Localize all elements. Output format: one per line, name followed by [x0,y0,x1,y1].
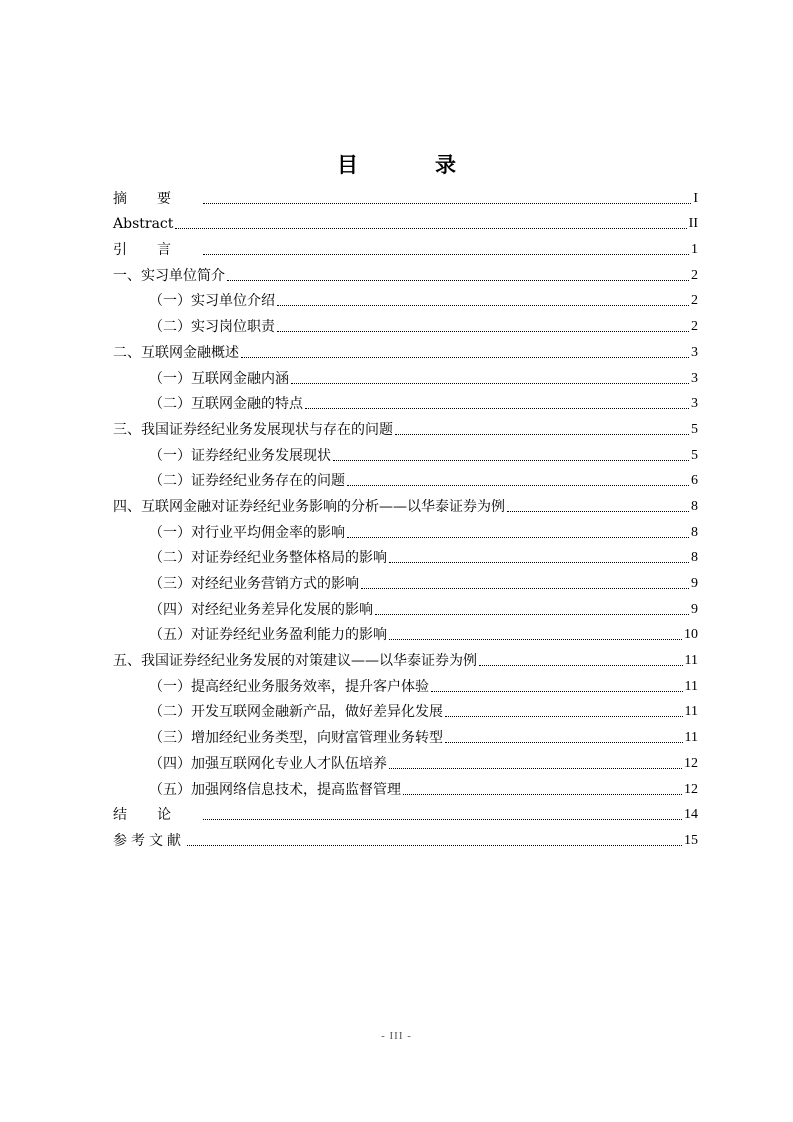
toc-entry-page-number: 11 [684,678,698,694]
dot-leader [479,665,683,666]
toc-entry-title: 引言 [113,242,201,259]
dot-leader [389,562,689,563]
page-title: 目 录 [337,153,484,177]
toc-entry-page-number: 9 [691,576,698,591]
toc-entry-title: Abstract [113,216,174,233]
dot-leader [203,203,691,204]
dot-leader [291,383,689,384]
toc-entry-page-number: 15 [684,832,698,848]
toc-entry-page-number: I [693,190,698,206]
toc-entry-title: （二）实习岗位职责 [149,319,275,336]
toc-entry-page-number: 10 [684,627,698,643]
toc-entry[interactable] [113,490,698,516]
toc-entry[interactable] [113,388,698,414]
dot-leader [305,408,689,409]
toc-entry-page-number: 11 [684,730,698,746]
toc-entry[interactable] [113,773,698,799]
toc-entry-page-number: 11 [684,653,698,669]
dot-leader [187,845,682,846]
toc-entry-title: 四、互联网金融对证券经纪业务影响的分析——以华泰证券为例 [113,498,505,515]
toc-entry-title: （二）开发互联网金融新产品，做好差异化发展 [149,704,443,721]
toc-entry-title: （五）对证券经纪业务盈利能力的影响 [149,627,387,644]
toc-entry-page-number: 3 [691,396,698,412]
toc-entry[interactable] [113,233,698,259]
table-of-contents [113,182,698,850]
toc-entry-page-number: 8 [691,498,698,514]
toc-entry-title: 二、互联网金融概述 [113,344,239,361]
toc-entry-title: （五）加强网络信息技术，提高监督管理 [149,781,401,798]
toc-entry-page-number: 3 [691,344,698,360]
toc-entry[interactable] [113,747,698,773]
toc-entry-page-number: 9 [691,601,698,617]
toc-entry-title: （一）实习单位介绍 [149,293,275,310]
dot-leader [361,588,689,589]
toc-entry[interactable] [113,465,698,491]
dot-leader [395,434,689,435]
toc-entry-title: 结论 [113,807,201,824]
toc-entry-title: （一）对行业平均佣金率的影响 [149,524,345,541]
toc-entry-title: （一）证券经纪业务发展现状 [149,447,331,464]
toc-entry[interactable] [113,644,698,670]
toc-entry[interactable] [113,721,698,747]
toc-entry-title: （三）对经纪业务营销方式的影响 [149,576,359,592]
dot-leader [431,691,683,692]
toc-entry-page-number: 11 [684,704,698,720]
dot-leader [347,537,689,538]
toc-entry-title: （一）互联网金融内涵 [149,370,289,387]
dot-leader [445,716,683,717]
toc-entry-title: 三、我国证券经纪业务发展现状与存在的问题 [113,421,393,438]
toc-entry[interactable] [113,619,698,645]
toc-entry[interactable] [113,696,698,722]
dot-leader [507,511,689,512]
toc-entry-title: （一）提高经纪业务服务效率，提升客户体验 [149,678,429,695]
toc-entry[interactable] [113,259,698,285]
toc-entry-page-number: 6 [691,473,698,489]
toc-entry-page-number: 5 [691,447,698,463]
toc-entry[interactable] [113,182,698,208]
toc-entry-page-number: 8 [691,524,698,540]
dot-leader [445,742,683,743]
toc-entry[interactable] [113,336,698,362]
toc-entry-title: （四）对经纪业务差异化发展的影响 [149,601,373,618]
toc-entry-page-number: 1 [691,242,698,258]
toc-entry-title: （四）加强互联网化专业人才队伍培养 [149,755,387,772]
toc-entry-page-number: 14 [684,807,698,823]
toc-entry-page-number: 3 [691,370,698,386]
toc-entry-page-number: 2 [691,267,698,283]
toc-entry-title: （二）对证券经纪业务整体格局的影响 [149,550,387,567]
dot-leader [277,331,689,332]
toc-entry-page-number: 2 [691,293,698,309]
dot-leader [203,254,689,255]
dot-leader [347,485,689,486]
toc-entry[interactable] [113,362,698,388]
toc-entry[interactable] [113,799,698,825]
dot-leader [333,460,689,461]
toc-entry[interactable] [113,670,698,696]
toc-entry-page-number: 2 [691,319,698,335]
page-number-footer: - III - [381,1030,412,1042]
toc-entry[interactable] [113,567,698,593]
toc-entry[interactable] [113,208,698,234]
toc-entry-page-number: 5 [691,421,698,437]
toc-entry-page-number: 8 [691,550,698,566]
toc-entry-title: 一、实习单位简介 [113,267,225,284]
toc-entry[interactable] [113,824,698,850]
toc-entry[interactable] [113,516,698,542]
toc-entry-page-number: 12 [684,781,698,797]
toc-entry[interactable] [113,310,698,336]
dot-leader [175,228,686,229]
toc-entry-title: 五、我国证券经纪业务发展的对策建议——以华泰证券为例 [113,653,477,670]
toc-entry[interactable] [113,542,698,568]
toc-entry-title: 参考文献 [113,832,185,849]
toc-entry-title: （三）增加经纪业务类型，向财富管理业务转型 [149,730,443,747]
toc-entry[interactable] [113,285,698,311]
dot-leader [389,768,682,769]
dot-leader [389,639,682,640]
dot-leader [203,819,682,820]
toc-entry[interactable] [113,439,698,465]
toc-entry-title: （二）互联网金融的特点 [149,396,303,413]
dot-leader [375,614,689,615]
toc-entry-title: （二）证券经纪业务存在的问题 [149,473,345,490]
dot-leader [241,357,689,358]
dot-leader [277,305,689,306]
toc-entry-title: 摘要 [113,190,201,207]
toc-entry-page-number: 12 [684,755,698,771]
toc-entry[interactable] [113,413,698,439]
dot-leader [403,794,682,795]
dot-leader [227,280,689,281]
toc-entry-page-number: II [688,216,698,232]
toc-entry[interactable] [113,593,698,619]
